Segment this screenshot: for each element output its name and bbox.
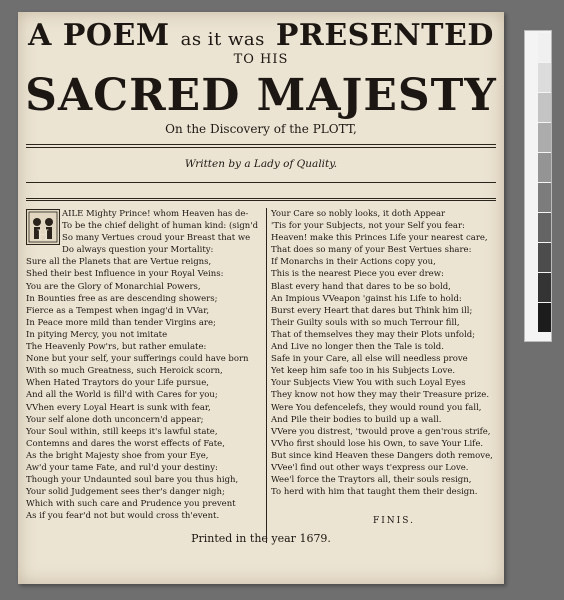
poem-line: So many Vertues croud your Breast that we [62, 233, 251, 244]
poem-line: Blast every hand that dares to be so bold, [271, 281, 451, 292]
poem-line: VVere you distrest, 'twould prove a gen'rous strife, [271, 426, 491, 437]
poem-line: That of themselves they may their Plots unfold; [271, 329, 476, 340]
poem-line: 'Tis for your Subjects, not your Self you fear: [271, 221, 465, 232]
color-scale-strip [524, 30, 552, 342]
poem-line: Wee'l force the Traytors all, their souls resign, [271, 475, 472, 486]
scale-swatch [538, 213, 551, 242]
rule-top-2 [26, 147, 496, 148]
poem-line: That does so many of your Best Vertues share: [271, 245, 472, 256]
rule-mid [26, 182, 496, 183]
poem-line: Their Guilty souls with so much Terrour fill, [271, 317, 460, 328]
poem-line: Contemns and dares the worst effects of Fate, [26, 438, 225, 449]
scale-swatch [538, 303, 551, 332]
poem-line: Your Subjects View You with such Loyal Eyes [271, 378, 466, 389]
scale-swatch [538, 93, 551, 122]
title-c: PRESENTED [275, 18, 494, 53]
poem-line: As the bright Majesty shoe from your Eye, [26, 450, 209, 461]
poem-line: Fierce as a Tempest when ingag'd in VVar, [26, 305, 210, 316]
poem-line: VVhen every Loyal Heart is sunk with fear, [26, 402, 211, 413]
poem-line: And Pile their bodies to build up a wall. [271, 414, 442, 425]
finis: FINIS. [373, 516, 415, 526]
poem-line: VVho first should lose his Own, to save Your Life. [271, 438, 484, 449]
poem-line: You are the Glory of Monarchial Powers, [26, 281, 201, 292]
poem-line: As if you fear'd not but would cross th'event. [26, 511, 220, 522]
poem-line: In Peace more mild than tender Virgins are; [26, 317, 216, 328]
poem-line: In Bounties free as are descending showers; [26, 293, 218, 304]
column-divider [266, 208, 267, 543]
poem-line: Yet keep him safe too in his Subjects Love. [271, 366, 456, 377]
poem-line: When Hated Traytors do your Life pursue, [26, 378, 209, 389]
poem-line: Which with such care and Prudence you prevent [26, 499, 236, 510]
poem-line: Your Care so nobly looks, it doth Appear [271, 209, 446, 219]
poem-line: AILE Mighty Prince! whom Heaven has de- [62, 209, 249, 219]
poem-line: Shed their best Influence in your Royal Veins: [26, 269, 224, 280]
poem-line: And all the World is fill'd with Cares for you; [26, 390, 218, 401]
poem-line: VVee'l find out other ways t'express our Love. [271, 462, 469, 473]
byline: Written by a Lady of Quality. [184, 158, 338, 170]
poem-line: The Heavenly Pow'rs, but rather emulate: [26, 342, 207, 353]
poem-line: Your self alone doth unconcern'd appear; [26, 414, 204, 425]
poem-line: Burst every Heart that dares but Think him ill; [271, 305, 473, 316]
poem-column-left [26, 208, 259, 522]
title-a: A POEM [28, 18, 170, 53]
poem-line: To herd with him that taught them their design. [271, 487, 478, 498]
poem-line: If Monarchs in their Actions copy you, [271, 257, 436, 268]
title-line-4: On the Discovery of the PLOTT, [165, 122, 357, 136]
poem-line: This is the nearest Piece you ever drew: [271, 269, 444, 280]
rule-top [26, 144, 496, 145]
poem-line: In pitying Mercy, you not imitate [26, 329, 168, 340]
poem-line: None but your self, your sufferings could have born [26, 354, 249, 365]
poem-line: Were You defencelefs, they would round you fall, [271, 402, 482, 413]
poem-line: Your Soul within, still keeps it's lawful state, [26, 426, 218, 437]
poem-line: Aw'd your tame Fate, and rul'd your destiny: [26, 462, 218, 473]
scale-swatch [538, 183, 551, 212]
poem-line: But since kind Heaven these Dangers doth remove, [271, 450, 493, 461]
scale-swatch [538, 33, 551, 62]
title-b: as it was [180, 29, 265, 50]
poem-line: Your solid Judgement sees ther's danger nigh; [26, 487, 225, 498]
svg-text:H: H [36, 228, 50, 244]
scale-swatch [538, 63, 551, 92]
scale-swatch [538, 153, 551, 182]
poem-line: Heaven! make this Princes Life your nearest care, [271, 233, 488, 244]
poem-line: They know not how they may their Treasure prize. [271, 390, 490, 401]
poem-line: With so much Greatness, such Heroick scorn, [26, 366, 223, 377]
poem-line: And Live no longer then the Tale is told. [271, 342, 444, 353]
broadside-sheet [18, 12, 504, 584]
poem-line: Sure all the Planets that are Vertue reigns, [26, 257, 212, 268]
printed-imprint: Printed in the year 1679. [191, 532, 331, 545]
scale-swatch [538, 273, 551, 302]
title-line-3: SACRED MAJESTY [25, 70, 497, 121]
poem-line: Do always question your Mortality: [62, 245, 214, 256]
rule-ornament [26, 198, 496, 201]
scale-swatch [538, 123, 551, 152]
poem-line: To be the chief delight of human kind: (sign'd [62, 221, 259, 232]
poem-line: Safe in your Care, all else will needless prove [271, 354, 468, 365]
scale-swatch [538, 243, 551, 272]
poem-column-right [271, 208, 501, 498]
title-line-1 [18, 18, 504, 53]
poem-line: An Impious VVeapon 'gainst his Life to hold: [271, 293, 462, 304]
poem-line: Though your Undaunted soul bare you thus high, [26, 475, 239, 486]
title-line-2: TO HIS [233, 52, 289, 67]
